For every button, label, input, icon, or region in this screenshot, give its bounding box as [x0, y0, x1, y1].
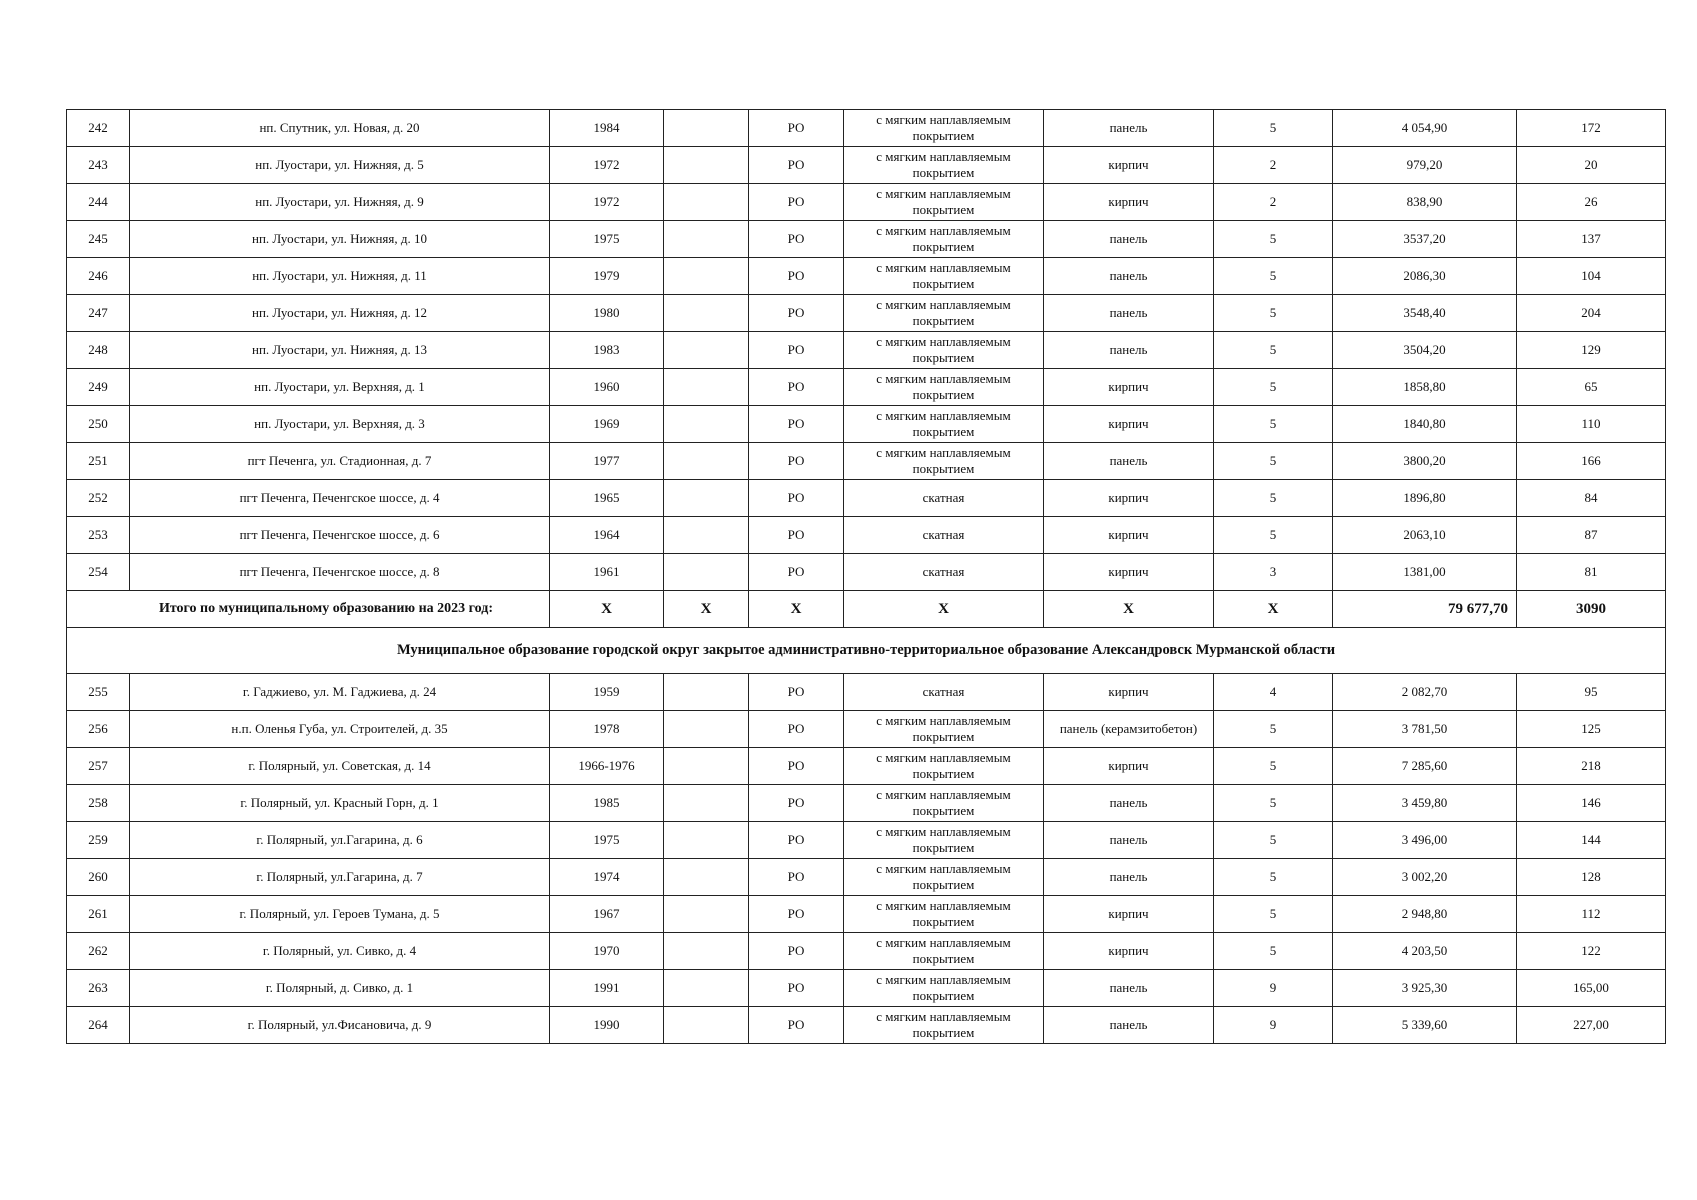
wall-material-cell: панель: [1044, 221, 1214, 258]
residents-cell: 129: [1517, 332, 1666, 369]
table-row: [67, 896, 1666, 933]
section-title: Муниципальное образование городской округ закрытое административно-территориальное образование Александровск Мурманской области: [67, 628, 1666, 674]
year-cell: 1977: [550, 443, 664, 480]
address-cell: г. Полярный, д. Сивко, д. 1: [130, 970, 550, 1007]
address-cell: г. Полярный, ул.Гагарина, д. 6: [130, 822, 550, 859]
year-cell: 1959: [550, 674, 664, 711]
row-number: 253: [67, 517, 130, 554]
address-cell: пгт Печенга, ул. Стадионная, д. 7: [130, 443, 550, 480]
method-cell: РО: [749, 748, 844, 785]
address-cell: пгт Печенга, Печенгское шоссе, д. 8: [130, 554, 550, 591]
method-cell: РО: [749, 258, 844, 295]
address-cell: нп. Луостари, ул. Нижняя, д. 11: [130, 258, 550, 295]
year-cell: 1970: [550, 933, 664, 970]
total-mark: Х: [664, 591, 749, 628]
residents-cell: 110: [1517, 406, 1666, 443]
residents-cell: 84: [1517, 480, 1666, 517]
wall-material-cell: кирпич: [1044, 933, 1214, 970]
floors-cell: 5: [1214, 748, 1333, 785]
residents-cell: 20: [1517, 147, 1666, 184]
row-number: 263: [67, 970, 130, 1007]
area-cell: 3 459,80: [1333, 785, 1517, 822]
floors-cell: 5: [1214, 517, 1333, 554]
area-cell: 1381,00: [1333, 554, 1517, 591]
row-number: 251: [67, 443, 130, 480]
table-row: [67, 406, 1666, 443]
table-row: [67, 1007, 1666, 1044]
table-row: [67, 221, 1666, 258]
empty-cell: [664, 748, 749, 785]
method-cell: РО: [749, 369, 844, 406]
roof-type-cell: с мягким наплавляемым покрытием: [844, 748, 1044, 785]
row-number: 246: [67, 258, 130, 295]
empty-cell: [664, 1007, 749, 1044]
year-cell: 1975: [550, 822, 664, 859]
roof-type-cell: с мягким наплавляемым покрытием: [844, 147, 1044, 184]
roof-type-cell: с мягким наплавляемым покрытием: [844, 258, 1044, 295]
area-cell: 4 054,90: [1333, 110, 1517, 147]
wall-material-cell: панель: [1044, 822, 1214, 859]
method-cell: РО: [749, 933, 844, 970]
year-cell: 1969: [550, 406, 664, 443]
empty-cell: [664, 406, 749, 443]
wall-material-cell: кирпич: [1044, 406, 1214, 443]
empty-cell: [664, 480, 749, 517]
residents-cell: 172: [1517, 110, 1666, 147]
residents-cell: 165,00: [1517, 970, 1666, 1007]
area-cell: 838,90: [1333, 184, 1517, 221]
area-cell: 4 203,50: [1333, 933, 1517, 970]
row-number: 248: [67, 332, 130, 369]
roof-type-cell: с мягким наплавляемым покрытием: [844, 896, 1044, 933]
year-cell: 1984: [550, 110, 664, 147]
wall-material-cell: панель: [1044, 110, 1214, 147]
roof-type-cell: с мягким наплавляемым покрытием: [844, 785, 1044, 822]
area-cell: 5 339,60: [1333, 1007, 1517, 1044]
area-cell: 3 002,20: [1333, 859, 1517, 896]
row-number: 244: [67, 184, 130, 221]
residents-cell: 227,00: [1517, 1007, 1666, 1044]
empty-cell: [664, 822, 749, 859]
table-row: [67, 785, 1666, 822]
method-cell: РО: [749, 711, 844, 748]
method-cell: РО: [749, 1007, 844, 1044]
year-cell: 1965: [550, 480, 664, 517]
table-row: [67, 517, 1666, 554]
roof-type-cell: с мягким наплавляемым покрытием: [844, 859, 1044, 896]
floors-cell: 9: [1214, 970, 1333, 1007]
empty-cell: [664, 785, 749, 822]
residents-cell: 87: [1517, 517, 1666, 554]
roof-type-cell: скатная: [844, 674, 1044, 711]
empty-cell: [664, 258, 749, 295]
row-number: 260: [67, 859, 130, 896]
address-cell: нп. Луостари, ул. Нижняя, д. 12: [130, 295, 550, 332]
residents-cell: 218: [1517, 748, 1666, 785]
method-cell: РО: [749, 443, 844, 480]
area-cell: 1896,80: [1333, 480, 1517, 517]
wall-material-cell: кирпич: [1044, 554, 1214, 591]
row-number: 258: [67, 785, 130, 822]
area-cell: 3504,20: [1333, 332, 1517, 369]
method-cell: РО: [749, 147, 844, 184]
table-row: [67, 480, 1666, 517]
wall-material-cell: кирпич: [1044, 896, 1214, 933]
floors-cell: 5: [1214, 933, 1333, 970]
empty-cell: [664, 711, 749, 748]
empty-cell: [664, 295, 749, 332]
area-cell: 2063,10: [1333, 517, 1517, 554]
empty-cell: [664, 933, 749, 970]
address-cell: н.п. Оленья Губа, ул. Строителей, д. 35: [130, 711, 550, 748]
residents-cell: 204: [1517, 295, 1666, 332]
wall-material-cell: панель: [1044, 785, 1214, 822]
year-cell: 1974: [550, 859, 664, 896]
year-cell: 1991: [550, 970, 664, 1007]
method-cell: РО: [749, 674, 844, 711]
floors-cell: 3: [1214, 554, 1333, 591]
wall-material-cell: кирпич: [1044, 748, 1214, 785]
residents-cell: 146: [1517, 785, 1666, 822]
method-cell: РО: [749, 859, 844, 896]
address-cell: г. Полярный, ул.Гагарина, д. 7: [130, 859, 550, 896]
floors-cell: 5: [1214, 480, 1333, 517]
total-row: [67, 591, 1666, 628]
floors-cell: 2: [1214, 184, 1333, 221]
year-cell: 1966-1976: [550, 748, 664, 785]
address-cell: нп. Луостари, ул. Нижняя, д. 5: [130, 147, 550, 184]
row-number: 255: [67, 674, 130, 711]
table-row: [67, 970, 1666, 1007]
total-mark: Х: [749, 591, 844, 628]
row-number: 245: [67, 221, 130, 258]
roof-type-cell: с мягким наплавляемым покрытием: [844, 110, 1044, 147]
floors-cell: 5: [1214, 859, 1333, 896]
residents-cell: 128: [1517, 859, 1666, 896]
wall-material-cell: панель: [1044, 1007, 1214, 1044]
table-row: [67, 554, 1666, 591]
area-cell: 1858,80: [1333, 369, 1517, 406]
floors-cell: 5: [1214, 110, 1333, 147]
floors-cell: 5: [1214, 822, 1333, 859]
address-cell: г. Полярный, ул.Фисановича, д. 9: [130, 1007, 550, 1044]
table-row: [67, 369, 1666, 406]
empty-cell: [664, 221, 749, 258]
empty-cell: [664, 970, 749, 1007]
floors-cell: 5: [1214, 295, 1333, 332]
row-number: 247: [67, 295, 130, 332]
floors-cell: 5: [1214, 785, 1333, 822]
year-cell: 1964: [550, 517, 664, 554]
method-cell: РО: [749, 896, 844, 933]
row-number: 256: [67, 711, 130, 748]
method-cell: РО: [749, 517, 844, 554]
method-cell: РО: [749, 554, 844, 591]
floors-cell: 5: [1214, 406, 1333, 443]
area-cell: 2086,30: [1333, 258, 1517, 295]
address-cell: г. Полярный, ул. Советская, д. 14: [130, 748, 550, 785]
wall-material-cell: кирпич: [1044, 480, 1214, 517]
wall-material-cell: кирпич: [1044, 674, 1214, 711]
floors-cell: 4: [1214, 674, 1333, 711]
method-cell: РО: [749, 221, 844, 258]
wall-material-cell: панель: [1044, 859, 1214, 896]
method-cell: РО: [749, 406, 844, 443]
year-cell: 1985: [550, 785, 664, 822]
roof-type-cell: с мягким наплавляемым покрытием: [844, 369, 1044, 406]
floors-cell: 2: [1214, 147, 1333, 184]
table-row: [67, 933, 1666, 970]
residents-cell: 137: [1517, 221, 1666, 258]
table-row: [67, 258, 1666, 295]
residents-cell: 125: [1517, 711, 1666, 748]
table-row: [67, 674, 1666, 711]
address-cell: нп. Спутник, ул. Новая, д. 20: [130, 110, 550, 147]
total-label: Итого по муниципальному образованию на 2023 год:: [67, 591, 550, 628]
row-number: 243: [67, 147, 130, 184]
wall-material-cell: кирпич: [1044, 369, 1214, 406]
residents-cell: 144: [1517, 822, 1666, 859]
floors-cell: 5: [1214, 332, 1333, 369]
year-cell: 1961: [550, 554, 664, 591]
empty-cell: [664, 110, 749, 147]
wall-material-cell: панель: [1044, 443, 1214, 480]
area-cell: 2 948,80: [1333, 896, 1517, 933]
roof-type-cell: с мягким наплавляемым покрытием: [844, 443, 1044, 480]
table-row: [67, 184, 1666, 221]
table-row: [67, 332, 1666, 369]
year-cell: 1960: [550, 369, 664, 406]
address-cell: нп. Луостари, ул. Нижняя, д. 13: [130, 332, 550, 369]
roof-type-cell: скатная: [844, 517, 1044, 554]
year-cell: 1972: [550, 184, 664, 221]
table-row: [67, 443, 1666, 480]
row-number: 249: [67, 369, 130, 406]
area-cell: 1840,80: [1333, 406, 1517, 443]
method-cell: РО: [749, 785, 844, 822]
method-cell: РО: [749, 184, 844, 221]
row-number: 242: [67, 110, 130, 147]
address-cell: нп. Луостари, ул. Верхняя, д. 1: [130, 369, 550, 406]
floors-cell: 5: [1214, 711, 1333, 748]
address-cell: г. Гаджиево, ул. М. Гаджиева, д. 24: [130, 674, 550, 711]
address-cell: г. Полярный, ул. Сивко, д. 4: [130, 933, 550, 970]
empty-cell: [664, 332, 749, 369]
method-cell: РО: [749, 970, 844, 1007]
area-cell: 3548,40: [1333, 295, 1517, 332]
address-cell: нп. Луостари, ул. Нижняя, д. 9: [130, 184, 550, 221]
residents-cell: 65: [1517, 369, 1666, 406]
address-cell: пгт Печенга, Печенгское шоссе, д. 6: [130, 517, 550, 554]
roof-type-cell: с мягким наплавляемым покрытием: [844, 332, 1044, 369]
empty-cell: [664, 443, 749, 480]
table-row: [67, 295, 1666, 332]
table-row: [67, 147, 1666, 184]
address-cell: нп. Луостари, ул. Нижняя, д. 10: [130, 221, 550, 258]
wall-material-cell: панель: [1044, 295, 1214, 332]
year-cell: 1983: [550, 332, 664, 369]
table-row: [67, 859, 1666, 896]
wall-material-cell: панель: [1044, 970, 1214, 1007]
area-cell: 3 925,30: [1333, 970, 1517, 1007]
area-cell: 3 781,50: [1333, 711, 1517, 748]
floors-cell: 5: [1214, 369, 1333, 406]
year-cell: 1975: [550, 221, 664, 258]
table-row: [67, 110, 1666, 147]
residents-cell: 166: [1517, 443, 1666, 480]
empty-cell: [664, 896, 749, 933]
table-row: [67, 822, 1666, 859]
empty-cell: [664, 674, 749, 711]
row-number: 252: [67, 480, 130, 517]
total-area: 79 677,70: [1333, 591, 1517, 628]
method-cell: РО: [749, 480, 844, 517]
floors-cell: 5: [1214, 221, 1333, 258]
total-mark: Х: [1214, 591, 1333, 628]
table-row: [67, 748, 1666, 785]
floors-cell: 9: [1214, 1007, 1333, 1044]
year-cell: 1967: [550, 896, 664, 933]
floors-cell: 5: [1214, 896, 1333, 933]
roof-type-cell: с мягким наплавляемым покрытием: [844, 295, 1044, 332]
row-number: 259: [67, 822, 130, 859]
empty-cell: [664, 517, 749, 554]
roof-type-cell: с мягким наплавляемым покрытием: [844, 970, 1044, 1007]
year-cell: 1972: [550, 147, 664, 184]
empty-cell: [664, 554, 749, 591]
wall-material-cell: кирпич: [1044, 147, 1214, 184]
roof-type-cell: с мягким наплавляемым покрытием: [844, 711, 1044, 748]
wall-material-cell: панель: [1044, 258, 1214, 295]
area-cell: 979,20: [1333, 147, 1517, 184]
row-number: 261: [67, 896, 130, 933]
method-cell: РО: [749, 332, 844, 369]
total-mark: Х: [1044, 591, 1214, 628]
roof-type-cell: с мягким наплавляемым покрытием: [844, 221, 1044, 258]
total-mark: Х: [844, 591, 1044, 628]
wall-material-cell: панель: [1044, 332, 1214, 369]
residents-cell: 122: [1517, 933, 1666, 970]
year-cell: 1979: [550, 258, 664, 295]
wall-material-cell: панель (керамзитобетон): [1044, 711, 1214, 748]
residents-cell: 112: [1517, 896, 1666, 933]
method-cell: РО: [749, 822, 844, 859]
residents-cell: 95: [1517, 674, 1666, 711]
row-number: 262: [67, 933, 130, 970]
area-cell: 7 285,60: [1333, 748, 1517, 785]
year-cell: 1978: [550, 711, 664, 748]
roof-type-cell: с мягким наплавляемым покрытием: [844, 406, 1044, 443]
total-residents: 3090: [1517, 591, 1666, 628]
method-cell: РО: [749, 110, 844, 147]
row-number: 250: [67, 406, 130, 443]
row-number: 254: [67, 554, 130, 591]
method-cell: РО: [749, 295, 844, 332]
housing-table: [66, 109, 1666, 1044]
section-header-row: [67, 628, 1666, 674]
roof-type-cell: с мягким наплавляемым покрытием: [844, 184, 1044, 221]
roof-type-cell: с мягким наплавляемым покрытием: [844, 822, 1044, 859]
area-cell: 3 496,00: [1333, 822, 1517, 859]
floors-cell: 5: [1214, 443, 1333, 480]
empty-cell: [664, 369, 749, 406]
area-cell: 2 082,70: [1333, 674, 1517, 711]
address-cell: г. Полярный, ул. Красный Горн, д. 1: [130, 785, 550, 822]
total-mark: Х: [550, 591, 664, 628]
wall-material-cell: кирпич: [1044, 517, 1214, 554]
area-cell: 3537,20: [1333, 221, 1517, 258]
empty-cell: [664, 147, 749, 184]
residents-cell: 26: [1517, 184, 1666, 221]
roof-type-cell: скатная: [844, 480, 1044, 517]
residents-cell: 104: [1517, 258, 1666, 295]
address-cell: пгт Печенга, Печенгское шоссе, д. 4: [130, 480, 550, 517]
row-number: 264: [67, 1007, 130, 1044]
empty-cell: [664, 859, 749, 896]
year-cell: 1990: [550, 1007, 664, 1044]
roof-type-cell: с мягким наплавляемым покрытием: [844, 1007, 1044, 1044]
address-cell: г. Полярный, ул. Героев Тумана, д. 5: [130, 896, 550, 933]
roof-type-cell: скатная: [844, 554, 1044, 591]
row-number: 257: [67, 748, 130, 785]
year-cell: 1980: [550, 295, 664, 332]
floors-cell: 5: [1214, 258, 1333, 295]
roof-type-cell: с мягким наплавляемым покрытием: [844, 933, 1044, 970]
table-row: [67, 711, 1666, 748]
area-cell: 3800,20: [1333, 443, 1517, 480]
empty-cell: [664, 184, 749, 221]
wall-material-cell: кирпич: [1044, 184, 1214, 221]
residents-cell: 81: [1517, 554, 1666, 591]
address-cell: нп. Луостари, ул. Верхняя, д. 3: [130, 406, 550, 443]
